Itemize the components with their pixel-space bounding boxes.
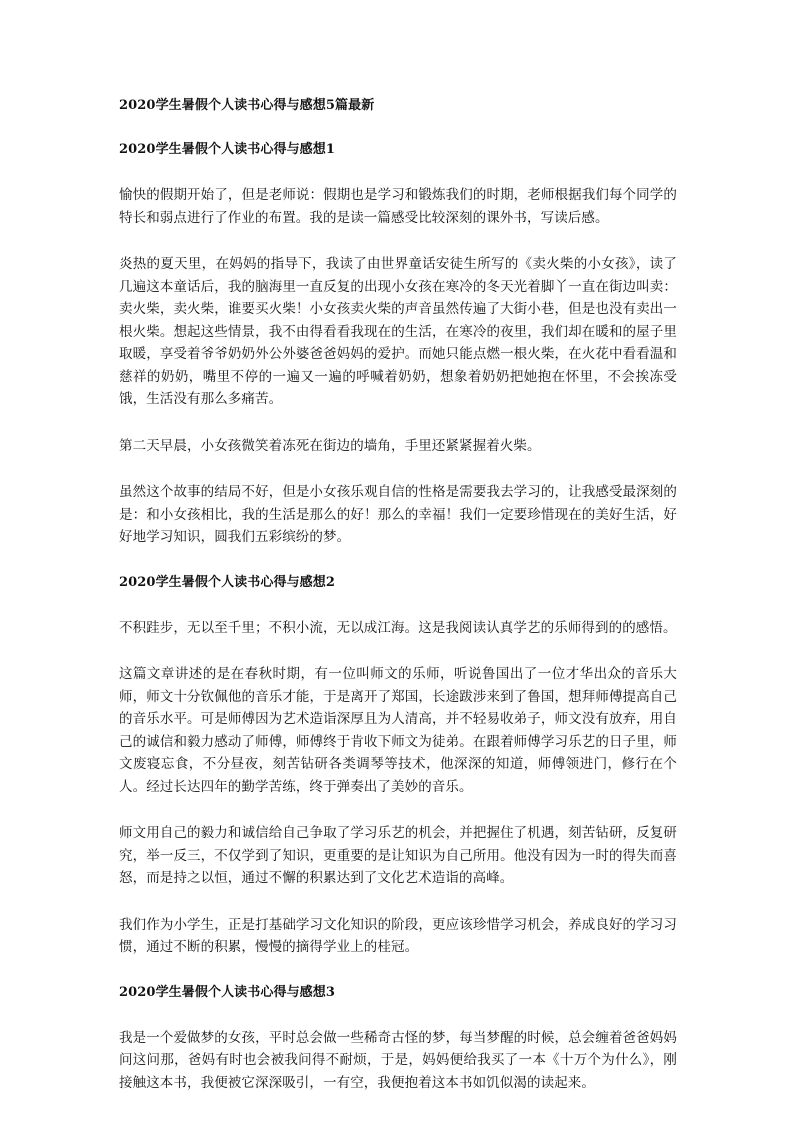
section-1 [119, 140, 677, 549]
section-paragraph: 虽然这个故事的结局不好，但是小女孩乐观自信的性格是需要我去学习的，让我感受最深刻的是：和小女孩相比，我的生活是那么的好！那么的幸福！我们一定要珍惜现在的美好生活，好好地学习知识，圆我们五彩缤纷的梦。 [119, 484, 677, 545]
section-paragraph: 不积跬步，无以至千里；不积小流，无以成江海。这是我阅读认真学艺的乐师得到的的感悟。 [119, 619, 677, 636]
section-paragraph: 第二天早晨，小女孩微笑着冻死在街边的墙角，手里还紧紧握着火柴。 [119, 437, 541, 454]
section-paragraph: 我们作为小学生，正是打基础学习文化知识的阶段，更应该珍惜学习机会，养成良好的学习习惯，通过不断的积累，慢慢的摘得学业上的桂冠。 [119, 916, 677, 955]
section-paragraph: 炎热的夏天里，在妈妈的指导下，我读了由世界童话安徒生所写的《卖火柴的小女孩》，读了几遍这本童话后，我的脑海里一直反复的出现小女孩在寒冷的冬天光着脚丫一直在街边叫卖：卖火柴，卖火柴，谁要买火柴！小女孩卖火柴的声音虽然传遍了大街小巷，但是也没有卖出一根火柴。想起这些情景，我不由得看看我现在的生活，在寒冷的夜里，我们却在暖和的屋子里取暖，享受着爷爷奶奶外公外婆爸爸妈妈的爱护。而她只能点燃一根火柴，在火花中看看温和慈祥的奶奶，嘴里不停的一遍又一遍的呼喊着奶奶，想象着奶奶把她抱在怀里，不会挨冻受饿，生活没有那么多痛苦。 [119, 256, 677, 407]
section-heading: 2020学生暑假个人读书心得与感想1 [119, 142, 336, 157]
section-paragraph: 我是一个爱做梦的女孩，平时总会做一些稀奇古怪的梦，每当梦醒的时候，总会缠着爸爸妈妈问这问那，爸妈有时也会被我问得不耐烦，于是，妈妈便给我买了一本《十万个为什么》，刚接触这本书，我便被它深深吸引，一有空，我便抱着这本书如饥似渴的读起来。 [119, 1029, 677, 1091]
section-2 [119, 573, 677, 959]
section-paragraph: 师文用自己的毅力和诚信给自己争取了学习乐艺的机会，并把握住了机遇，刻苦钻研，反复研究，举一反三，不仅学到了知识，更重要的是让知识为自己所用。他没有因为一时的得失而喜怒，而是持之以恒，通过不懈的积累达到了文化艺术造诣的高峰。 [119, 825, 677, 886]
section-paragraph: 这篇文章讲述的是在春秋时期，有一位叫师文的乐师，听说鲁国出了一位才华出众的音乐大师，师文十分钦佩他的音乐才能，于是离开了郑国，长途跋涉来到了鲁国，想拜师傅提高自己的音乐水平。可是师傅因为艺术造诣深厚且为人清高，并不轻易收弟子，师文没有放弃，用自己的诚信和毅力感动了师傅，师傅终于肯收下师文为徒弟。在跟着师傅学习乐艺的日子里，师文废寝忘食，不分昼夜，刻苦钻研各类调琴等技术，他深深的知道，师傅领进门，修行在个人。经过长达四年的勤学苦练，终于弹奏出了美妙的音乐。 [119, 666, 677, 795]
document-page [119, 96, 677, 1118]
section-heading: 2020学生暑假个人读书心得与感想3 [119, 984, 336, 1000]
section-paragraph: 愉快的假期开始了，但是老师说：假期也是学习和锻炼我们的时期，老师根据我们每个同学的特长和弱点进行了作业的布置。我的是读一篇感受比较深刻的课外书，写读后感。 [119, 187, 677, 226]
section-3 [119, 983, 677, 1095]
document-title: 2020学生暑假个人读书心得与感想5篇最新 [119, 98, 375, 113]
section-heading: 2020学生暑假个人读书心得与感想2 [119, 574, 336, 590]
